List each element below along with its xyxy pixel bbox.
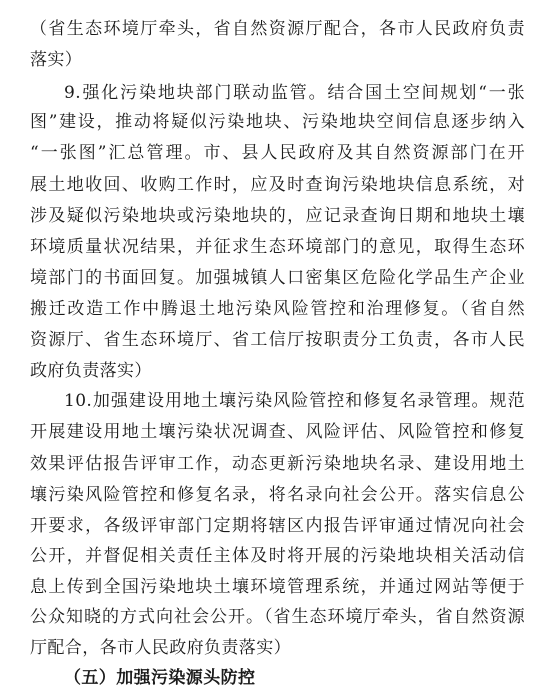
text-line: 公开，并督促相关责任主体及时将开展的污染地块相关活动信 [30,546,525,567]
text-line: 搬迁改造工作中腾退土地污染风险管控和治理修复。（省自然 [30,298,525,319]
text-line: 开展建设用地土壤污染状况调查、风险评估、风险管控和修复 [30,422,525,443]
text-line: 资源厅、省生态环境厅、省工信厅按职责分工负责，各市人民 [30,330,525,351]
text-line: 涉及疑似污染地块或污染地块的，应记录查询日期和地块土壤 [30,205,525,226]
paragraph-9-first-line: 9.强化污染地块部门联动监管。结合国土空间规划“一张 [64,82,525,103]
text-line: “一张图”汇总管理。市、县人民政府及其自然资源部门在开 [30,143,525,164]
text-line: 落实） [30,50,83,71]
paragraph-10-first-line: 10.加强建设用地土壤污染风险管控和修复名录管理。规范 [64,390,525,411]
section-heading: （五）加强污染源头防控 [64,668,256,688]
text-line: 壤污染风险管控和修复名录，将名录向社会公开。落实信息公 [30,484,525,505]
text-line: （省生态环境厅牵头，省自然资源厅配合，各市人民政府负责 [30,19,525,39]
text-line: 政府负责落实） [30,361,152,382]
text-line: 展土地收回、收购工作时，应及时查询污染地块信息系统，对 [30,174,525,195]
text-line: 厅配合，各市人民政府负责落实） [30,637,291,658]
text-line: 息上传到全国污染地块土壤环境管理系统，并通过网站等便于 [30,576,525,597]
text-line: 环境质量状况结果，并征求生态环境部门的意见，取得生态环 [30,237,525,258]
text-line: 公众知晓的方式向社会公开。（省生态环境厅牵头，省自然资源 [30,607,525,628]
text-line: 效果评估报告评审工作，动态更新污染地块名录、建设用地土 [30,453,525,474]
text-line: 开要求，各级评审部门定期将辖区内报告评审通过情况向社会 [30,516,525,536]
text-line: 境部门的书面回复。加强城镇人口密集区危险化学品生产企业 [30,267,525,288]
text-line: 图”建设，推动将疑似污染地块、污染地块空间信息逐步纳入 [30,112,525,132]
